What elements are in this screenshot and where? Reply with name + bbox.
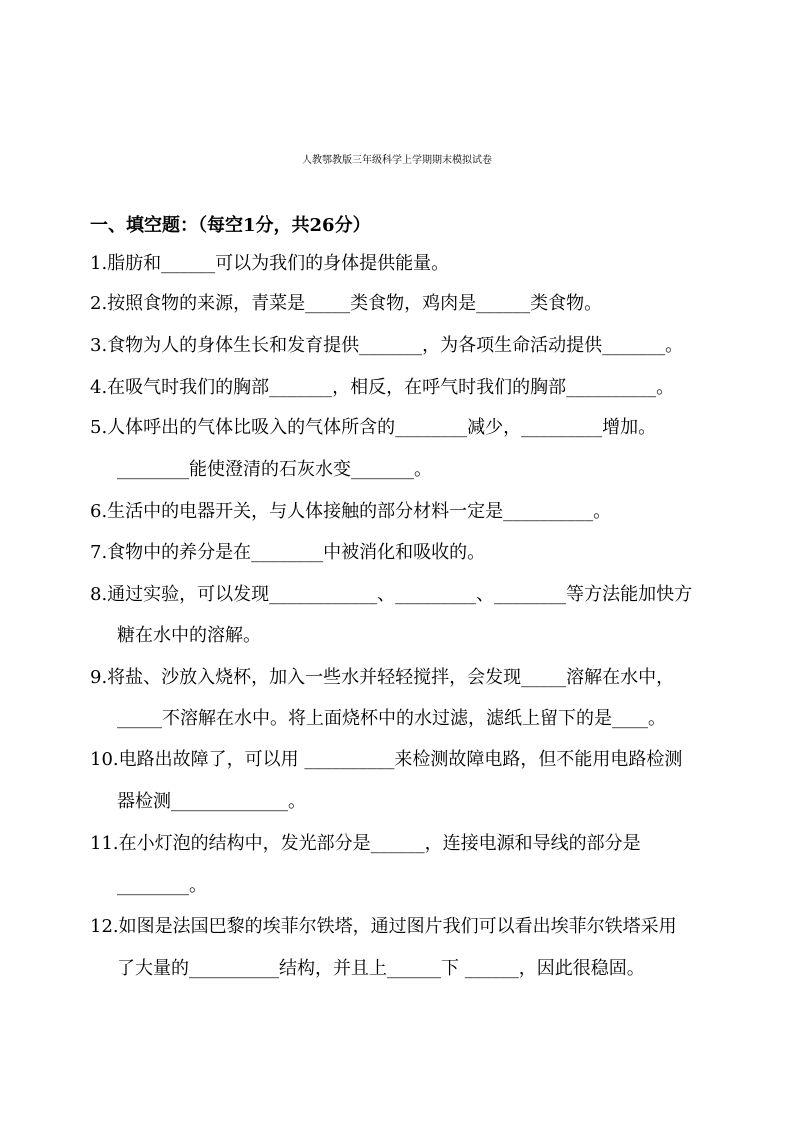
question-9-cont: _____不溶解在水中。将上面烧杯中的水过滤，滤纸上留下的是____。 xyxy=(117,708,666,729)
question-11-cont: ________。 xyxy=(117,875,207,896)
question-1: 1.脂肪和______可以为我们的身体提供能量。 xyxy=(90,253,450,274)
question-10-cont: 器检测_____________。 xyxy=(117,791,306,812)
question-12-cont: 了大量的__________结构，并且上______下 ______，因此很稳固。 xyxy=(117,958,645,979)
question-9: 9.将盐、沙放入烧杯，加入一些水并轻轻搅拌，会发现_____溶解在水中， xyxy=(90,667,675,688)
question-10: 10.电路出故障了，可以用 __________来检测故障电路，但不能用电路检测 xyxy=(90,749,683,770)
question-5: 5.人体呼出的气体比吸入的气体所含的________减少，_________增加。 xyxy=(90,417,657,438)
question-4: 4.在吸气时我们的胸部_______，相反，在呼气时我们的胸部__________。 xyxy=(90,377,675,398)
question-12: 12.如图是法国巴黎的埃菲尔铁塔，通过图片我们可以看出埃菲尔铁塔采用 xyxy=(90,916,677,937)
question-11: 11.在小灯泡的结构中，发光部分是______，连接电源和导线的部分是 xyxy=(90,833,641,854)
question-3: 3.食物为人的身体生长和发育提供_______，为各项生命活动提供_______。 xyxy=(90,335,684,356)
question-8: 8.通过实验，可以发现____________、_________、________等方法能加快方 xyxy=(90,584,693,605)
question-5-cont: ________能使澄清的石灰水变_______。 xyxy=(117,459,432,480)
section-heading: 一、填空题：（每空1分，共26分） xyxy=(90,215,371,236)
question-8-cont: 糖在水中的溶解。 xyxy=(117,625,261,646)
page-title: 人教鄂教版三年级科学上学期期末模拟试卷 xyxy=(302,155,492,166)
question-6: 6.生活中的电器开关，与人体接触的部分材料一定是__________。 xyxy=(90,501,612,522)
question-7: 7.食物中的养分是在________中被消化和吸收的。 xyxy=(90,542,486,563)
question-2: 2.按照食物的来源，青菜是_____类食物，鸡肉是______类食物。 xyxy=(90,293,603,314)
